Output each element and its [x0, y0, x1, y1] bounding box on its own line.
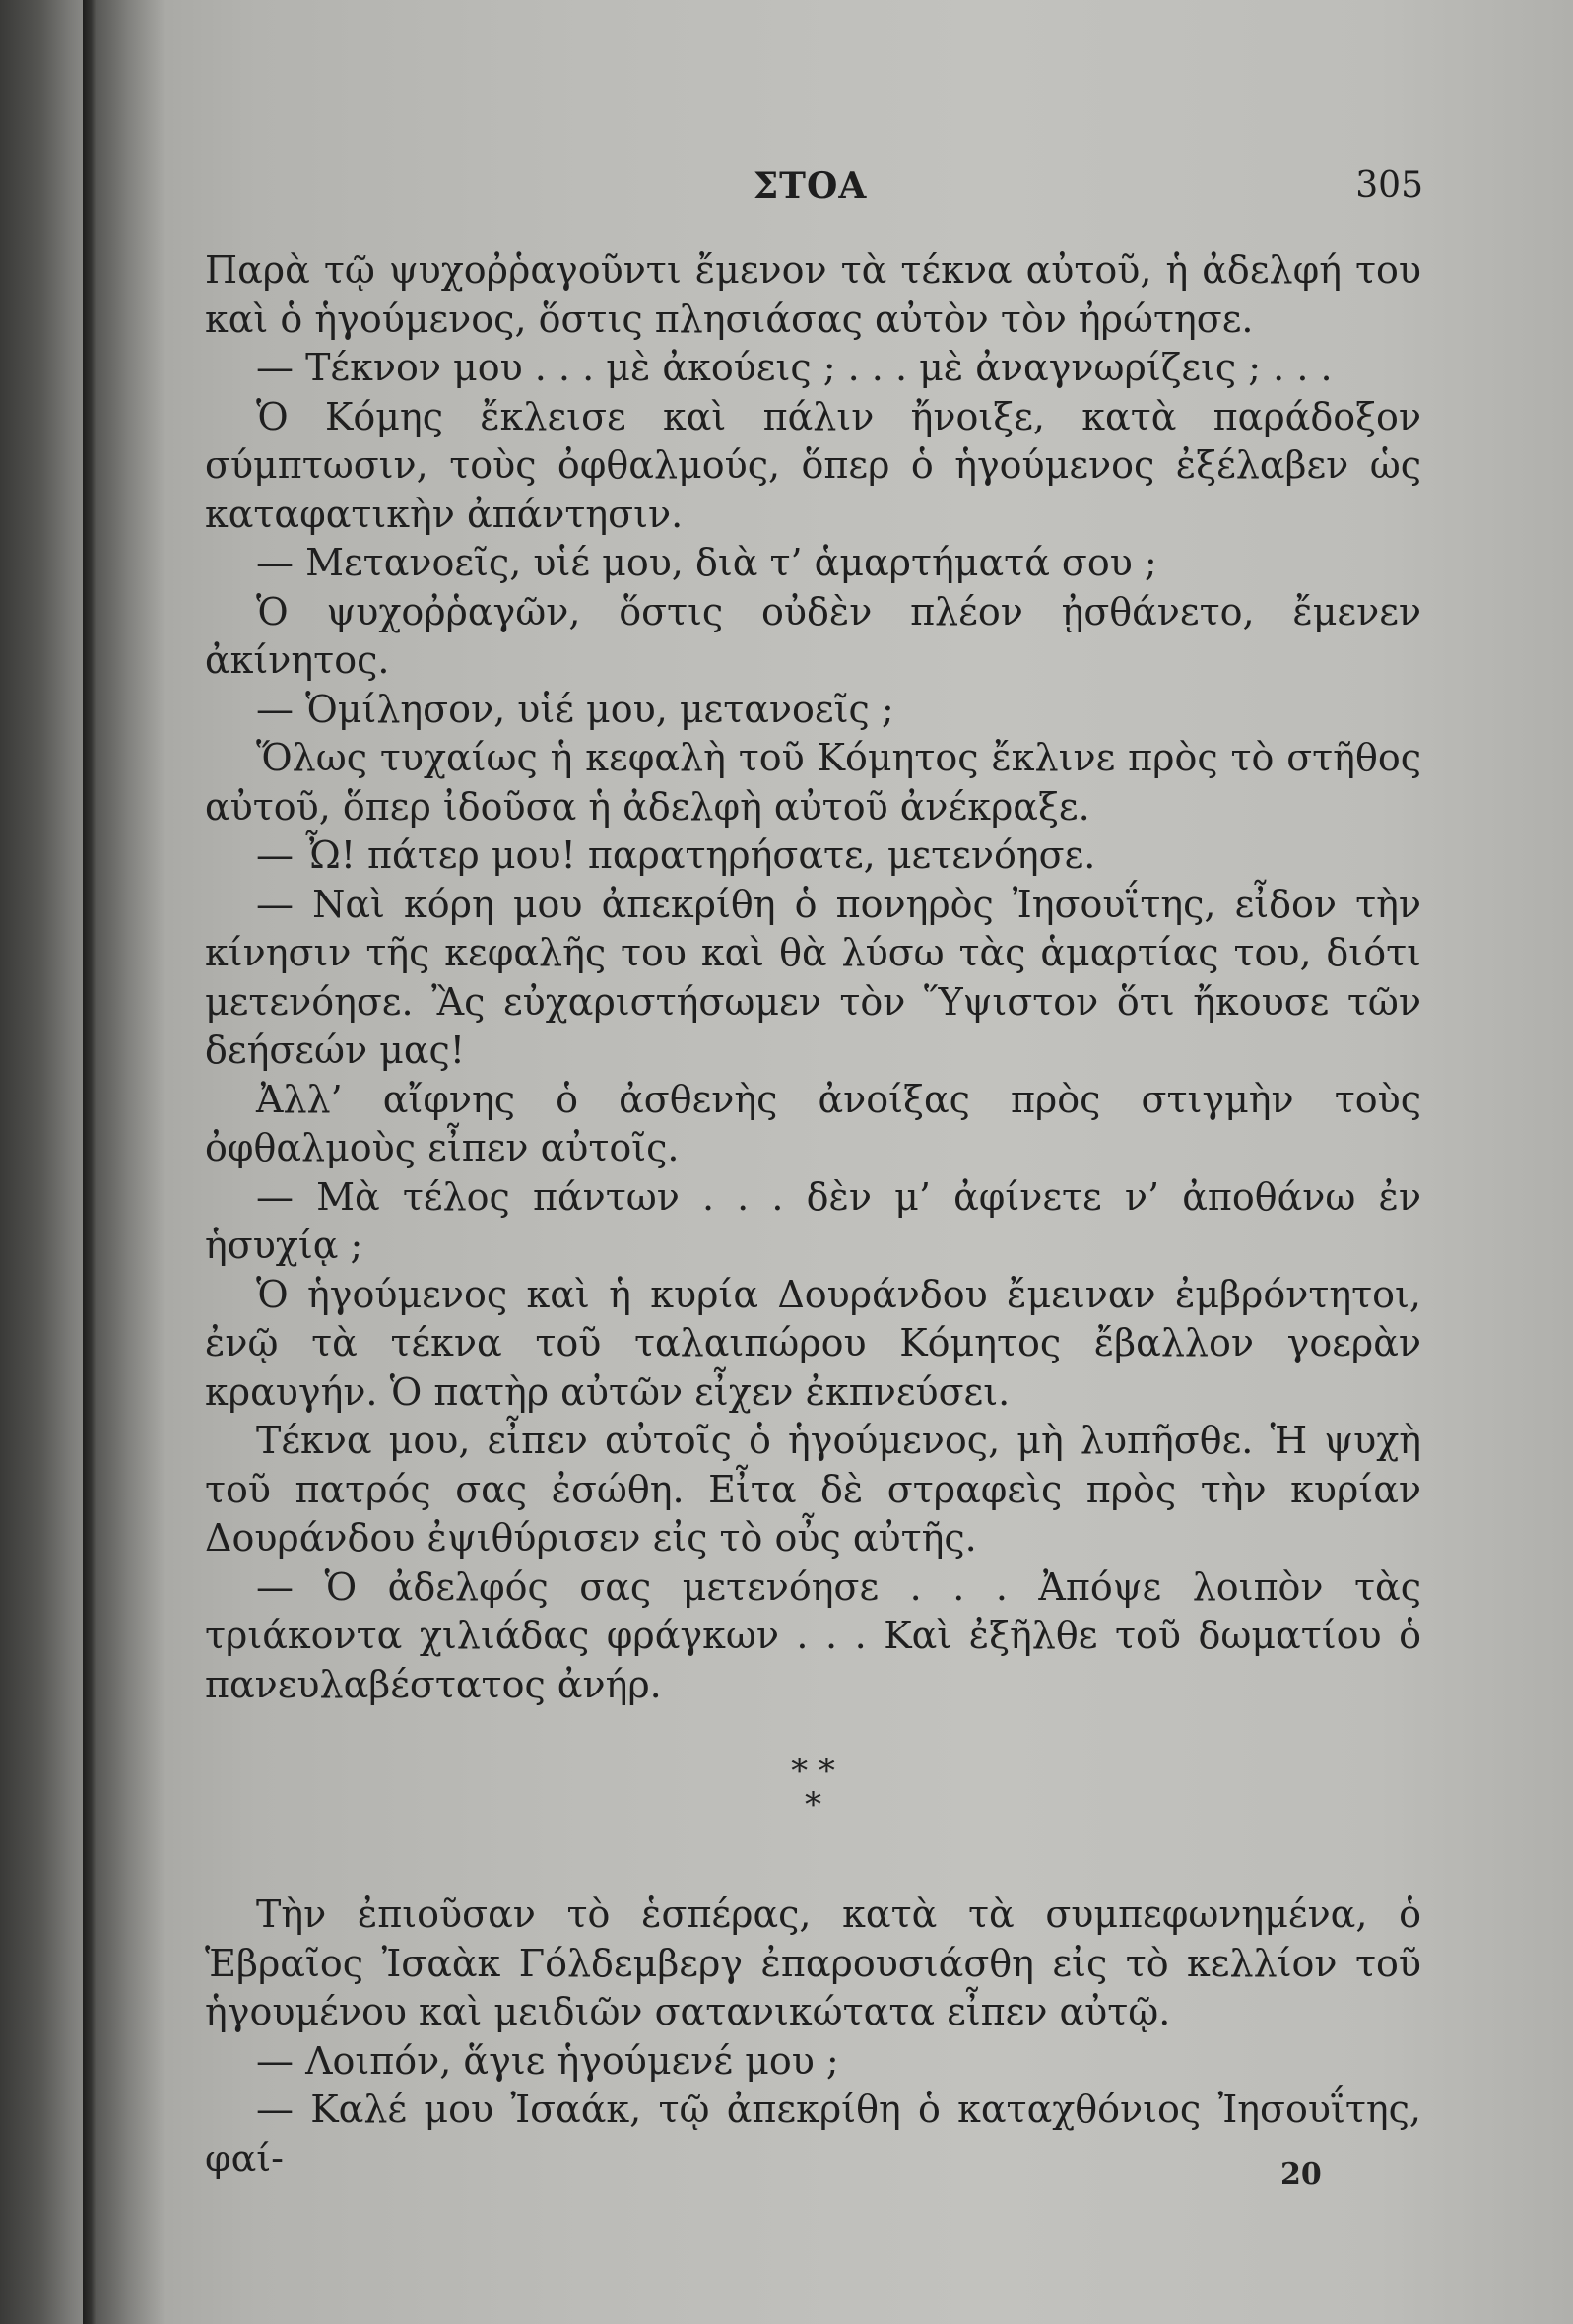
- paragraph: — Ὁ ἀδελφός σας μετενόησε . . . Ἀπόψε λοιπὸν τὰς τριάκοντα χιλιάδας φράγκων . . . Καὶ ἐξῆλθε τοῦ δωματίου ὁ πανευλαβέστατος ἀνήρ.: [205, 1564, 1421, 1706]
- paragraph: Ἀλλ’ αἴφνης ὁ ἀσθενὴς ἀνοίξας πρὸς στιγμὴν τοὺς ὀφθαλμοὺς εἶπεν αὐτοῖς.: [205, 1077, 1421, 1169]
- page-body: [205, 246, 1421, 2183]
- paragraph: — Ὁμίλησον, υἱέ μου, μετανοεῖς ;: [256, 687, 894, 731]
- signature-mark: 20: [1280, 2158, 1322, 2192]
- paragraph: Ὁ ἡγούμενος καὶ ἡ κυρία Δουράνδου ἔμειναν ἐμβρόντητοι, ἐνῷ τὰ τέκνα τοῦ ταλαιπώρου Κόμητος ἔβαλλον γοερὰν κραυγήν. Ὁ πατὴρ αὐτῶν εἶχεν ἐκπνεύσει.: [205, 1272, 1421, 1414]
- paragraph: — Λοιπόν, ἅγιε ἡγούμενέ μου ;: [256, 2038, 839, 2083]
- section-break-asterisks: * * *: [791, 1752, 835, 1825]
- paragraph: Ὁ ψυχοῤῥαγῶν, ὅστις οὐδὲν πλέον ᾐσθάνετο, ἔμενεν ἀκίνητος.: [205, 589, 1421, 682]
- running-header: [197, 166, 1423, 217]
- paragraph: — Τέκνον μου . . . μὲ ἀκούεις ; . . . μὲ ἀναγνωρίζεις ; . . .: [256, 346, 1333, 389]
- page-number: 305: [1355, 166, 1423, 206]
- paragraph: — Καλέ μου Ἰσαάκ, τῷ ἀπεκρίθη ὁ καταχθόνιος Ἰησουΐτης, φαί-: [205, 2088, 1421, 2180]
- paragraph: — Ναὶ κόρη μου ἀπεκρίθη ὁ πονηρὸς Ἰησουΐτης, εἶδον τὴν κίνησιν τῆς κεφαλῆς του καὶ θὰ λύσω τὰς ἁμαρτίας του, διότι μετενόησε. Ἂς εὐχαριστήσωμεν τὸν Ὕψιστον ὅτι ἤκουσε τῶν δεήσεών μας!: [205, 882, 1421, 1072]
- paragraph: — Ὦ! πάτερ μου! παρατηρήσατε, μετενόησε.: [256, 833, 1096, 877]
- paragraph: — Μετανοεῖς, υἱέ μου, διὰ τ’ ἁμαρτήματά σου ;: [256, 541, 1157, 584]
- gutter-shadow: [97, 0, 165, 2324]
- paragraph: Ὅλως τυχαίως ἡ κεφαλὴ τοῦ Κόμητος ἔκλινε πρὸς τὸ στῆθος αὐτοῦ, ὅπερ ἰδοῦσα ἡ ἀδελφὴ αὐτοῦ ἀνέκραξε.: [205, 736, 1421, 829]
- paragraph: Τὴν ἐπιοῦσαν τὸ ἑσπέρας, κατὰ τὰ συμπεφωνημένα, ὁ Ἑβραῖος Ἰσαὰκ Γόλδεμβεργ ἐπαρουσιάσθη εἰς τὸ κελλίον τοῦ ἡγουμένου καὶ μειδιῶν σατανικώτατα εἶπεν αὐτῷ.: [205, 1892, 1421, 2033]
- paragraph: Τέκνα μου, εἶπεν αὐτοῖς ὁ ἡγούμενος, μὴ λυπῆσθε. Ἡ ψυχὴ τοῦ πατρός σας ἐσώθη. Εἶτα δὲ στραφεὶς πρὸς τὴν κυρίαν Δουράνδου ἐψιθύρισεν εἰς τὸ οὖς αὐτῆς.: [205, 1419, 1421, 1560]
- book-spine-edge: [83, 0, 97, 2324]
- paragraph: Ὁ Κόμης ἔκλεισε καὶ πάλιν ἤνοιξε, κατὰ παράδοξον σύμπτωσιν, τοὺς ὀφθαλμούς, ὅπερ ὁ ἡγούμενος ἐξέλαβεν ὡς καταφατικὴν ἀπάντησιν.: [205, 394, 1421, 536]
- paragraph: — Μὰ τέλος πάντων . . . δὲν μ’ ἀφίνετε ν’ ἀποθάνω ἐν ἡσυχίᾳ ;: [205, 1174, 1421, 1267]
- running-title: ΣΤΟΑ: [753, 166, 868, 207]
- paragraph: Παρὰ τῷ ψυχοῤῥαγοῦντι ἔμενον τὰ τέκνα αὐτοῦ, ἡ ἀδελφή του καὶ ὁ ἡγούμενος, ὅστις πλησιάσας αὐτὸν τὸν ἠρώτησε.: [205, 248, 1421, 341]
